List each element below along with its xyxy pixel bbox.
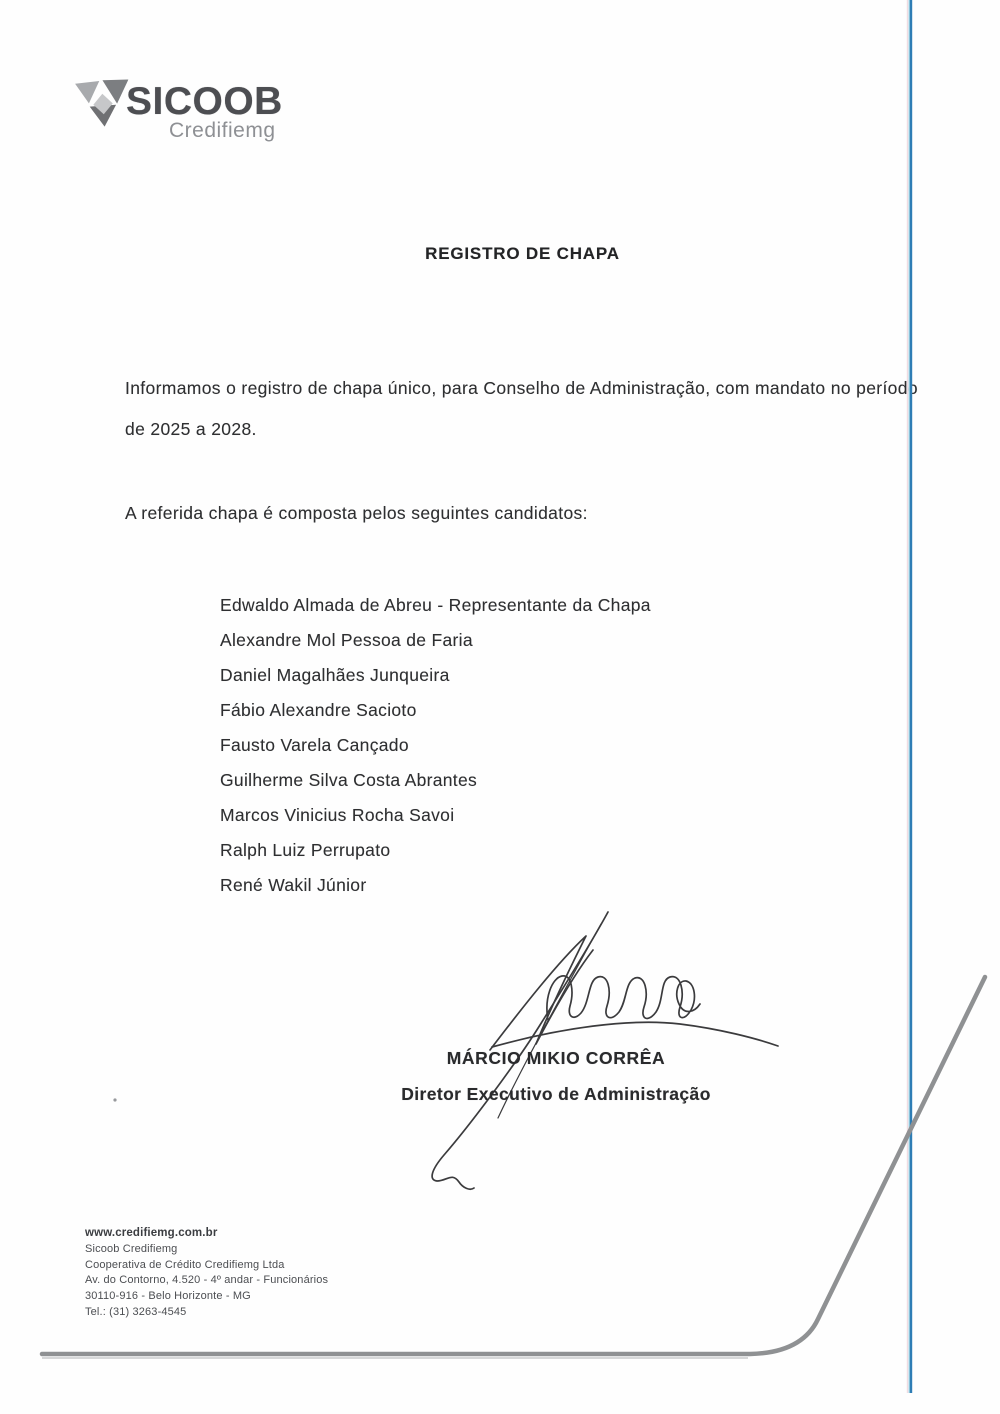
candidate-item: Edwaldo Almada de Abreu - Representante da Chapa — [220, 595, 651, 615]
signatory-role: Diretor Executivo de Administração — [401, 1084, 711, 1104]
candidate-item: Guilherme Silva Costa Abrantes — [220, 770, 478, 790]
signatory-name: MÁRCIO MIKIO CORRÊA — [446, 1048, 666, 1068]
candidate-item: Fausto Varela Cançado — [220, 735, 409, 755]
sicoob-triangles-icon — [74, 78, 131, 129]
logo-subbrand-text: Credifiemg — [169, 119, 276, 142]
candidate-list — [220, 588, 780, 903]
document-title: REGISTRO DE CHAPA — [425, 244, 620, 263]
footer-website: www.credifiemg.com.br — [85, 1227, 218, 1239]
footer-line: Cooperativa de Crédito Credifiemg Ltda — [85, 1258, 285, 1271]
candidate-item: Ralph Luiz Perrupato — [220, 840, 391, 860]
sicoob-logo — [76, 78, 296, 148]
candidate-item: René Wakil Júnior — [220, 875, 367, 895]
logo-brand-text: SICOOB — [126, 80, 283, 123]
candidates-intro-paragraph: A referida chapa é composta pelos seguintes candidatos: — [125, 503, 588, 523]
candidate-item: Alexandre Mol Pessoa de Faria — [220, 630, 473, 650]
footer-line: 30110-916 - Belo Horizonte - MG — [85, 1290, 251, 1303]
letterhead-footer — [85, 1226, 425, 1321]
footer-line: Tel.: (31) 3263-4545 — [85, 1305, 187, 1318]
candidate-item: Daniel Magalhães Junqueira — [220, 665, 450, 685]
footer-line: Av. do Contorno, 4.520 - 4º andar - Funcionários — [85, 1274, 329, 1287]
footer-line: Sicoob Credifiemg — [85, 1242, 178, 1255]
candidate-item: Fábio Alexandre Sacioto — [220, 700, 417, 720]
intro-paragraph: Informamos o registro de chapa único, para Conselho de Administração, com mandato no período de 2025 a 2028. — [125, 378, 918, 439]
candidate-item: Marcos Vinicius Rocha Savoi — [220, 805, 455, 825]
